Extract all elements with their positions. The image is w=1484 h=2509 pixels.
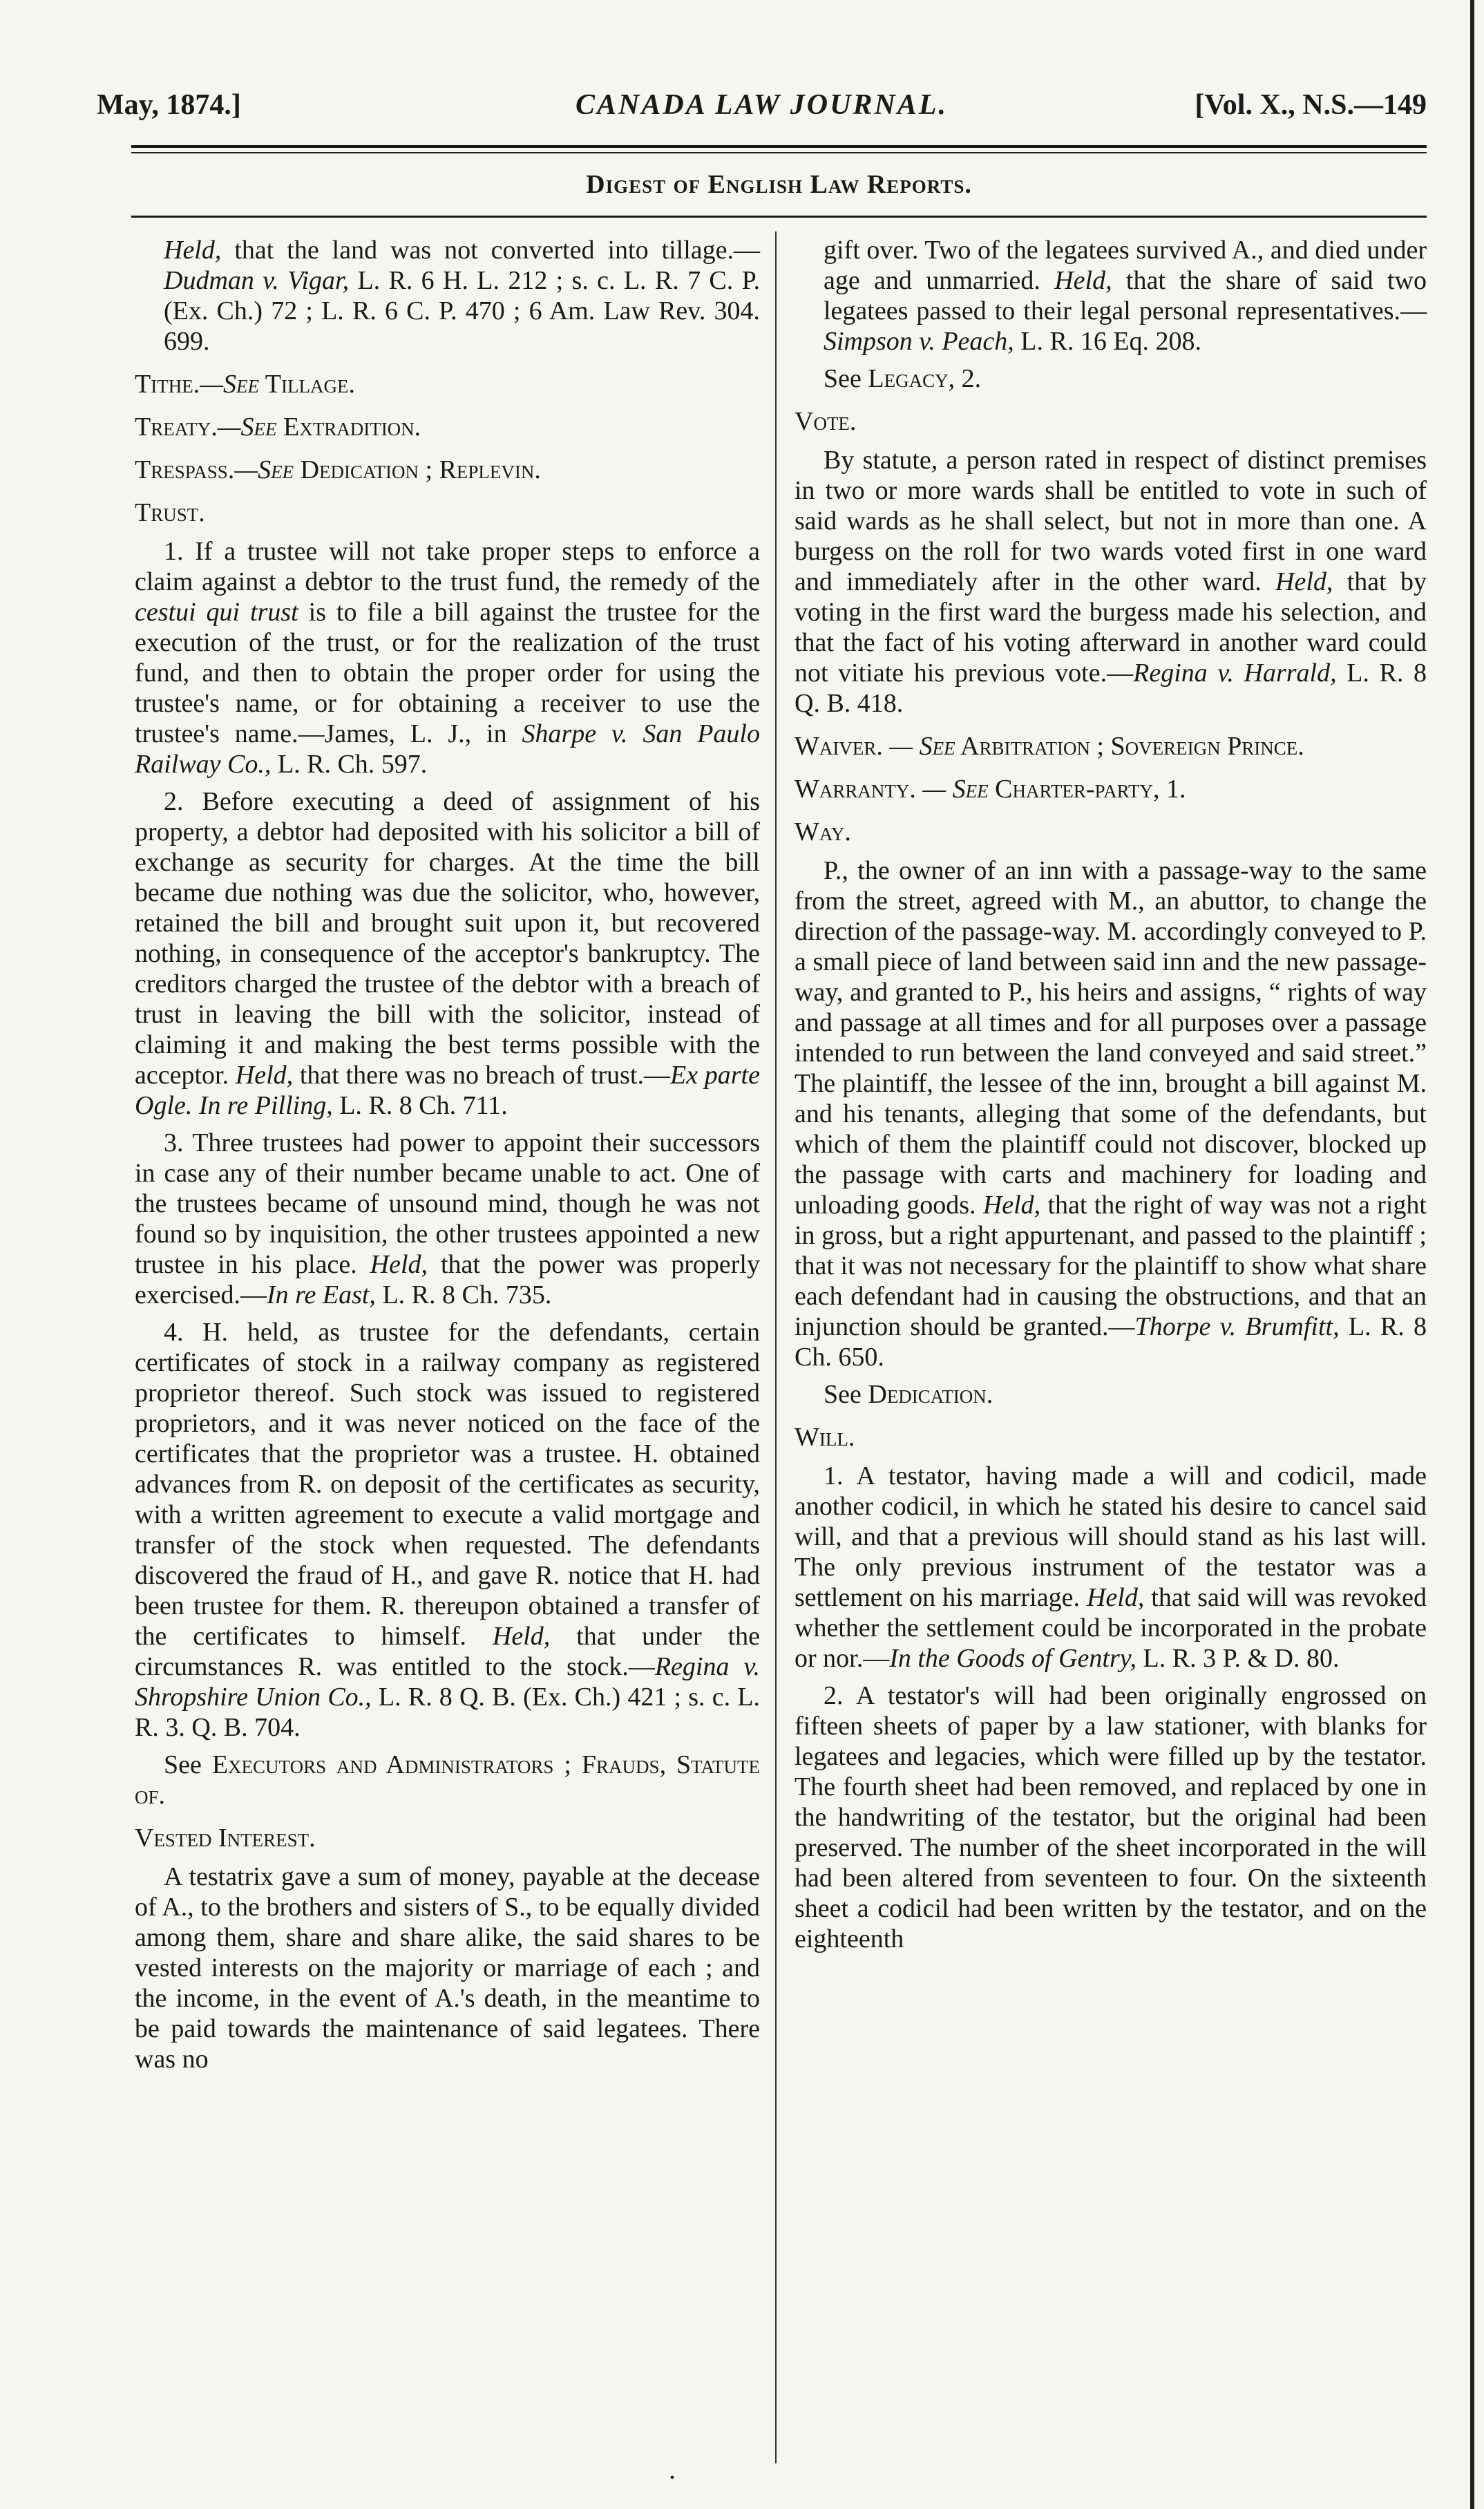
left-column	[135, 235, 760, 2081]
will-paragraph-2: 2. A testator's will had been originally engrossed on fifteen sheets of paper by a law stationer, with blanks for legatees and legacies, which were filled up by the testator. The fourth sheet had been removed, and replaced by one in the handwriting of the testator, but the original had been preserved. The number of the sheet incorporated in the will had been altered from seventeen to four. On the sixteenth sheet a codicil had been written by the testator, and on the eighteenth	[795, 1681, 1427, 1953]
entry-trespass: Trespass.—See Dedication ; Replevin.	[135, 455, 541, 484]
will-paragraph-1: 1. A testator, having made a will and codicil, made another codicil, in which he stated his desire to cancel said will, and that a previous will should stand as his last will. The only previous instrument of the testator was a settlement on his marriage. Held, that said will was revoked whether the settlement could be incorporated in the probate or nor.—In the Goods of Gentry, L. R. 3 P. & D. 80.	[795, 1461, 1427, 1673]
entry-treaty: Treaty.—See Extradition.	[135, 413, 421, 442]
entry-tithe: Tithe.—See Tillage.	[135, 370, 355, 399]
header-volume-page: [Vol. X., N.S.—149	[1195, 89, 1427, 121]
vested-interest-paragraph: A testatrix gave a sum of money, payable at the decease of A., to the brothers and sisters of S., to be equally divided among them, share and share alike, the said shares to be vested interests on the majority or marriage of each ; and the income, in the event of A.'s death, in the meantime to be paid towards the maintenance of said legatees. There was no	[135, 1862, 760, 2074]
header-rule-thick	[131, 145, 1427, 148]
see-dedication: See Dedication.	[824, 1380, 993, 1409]
vote-paragraph: By statute, a person rated in respect of distinct premises in two or more wards shall be entitled to vote in such of said wards as he shall select, but not in more than one. A burgess on the roll for two wards voted first in one ward and immediately after in the other ward. Held, that by voting in the first ward the burgess made his selection, and that the fact of his voting afterward in another ward could not vitiate his previous vote.—Regina v. Harrald, L. R. 8 Q. B. 418.	[795, 446, 1427, 718]
trust-paragraph-2: 2. Before executing a deed of assignment of his property, a debtor had deposited with his solicitor a bill of exchange as security for charges. At the time the bill became due nothing was due the solicitor, who, however, retained the bill and brought suit upon it, but recovered nothing, in consequence of the acceptor's bankruptcy. The creditors charged the trustee of the debtor with a breach of trust in leaving the bill with the solicitor, instead of claiming it and making the best terms possible with the acceptor. Held, that there was no breach of trust.—Ex parte Ogle. In re Pilling, L. R. 8 Ch. 711.	[135, 787, 760, 1120]
column-divider	[775, 231, 777, 2463]
entry-continuation-right: gift over. Two of the legatees survived A., and died under age and unmarried. Held, that the share of said two legatees passed to their legal personal representatives.—Simpson v. Peach, L. R. 16 Eq. 208.	[824, 236, 1427, 356]
way-paragraph: P., the owner of an inn with a passage-way to the same from the street, agreed with M., an abuttor, to change the direction of the passage-way. M. accordingly conveyed to P. a small piece of land between said inn and the new passage-way, and granted to P., his heirs and assigns, “ rights of way and passage at all times and for all purposes over a passage intended to run between the land conveyed and said street.” The plaintiff, the lessee of the inn, brought a bill against M. and his tenants, alleging that some of the defendants, but which of them the plaintiff could not discover, blocked up the passage with carts and machinery for loading and unloading goods. Held, that the right of way was not a right in gross, but a right appurtenant, and passed to the plaintiff ; that it was not necessary for the plaintiff to show what share each defendant had in causing the obstructions, and that an injunction should be granted.—Thorpe v. Brumfitt, L. R. 8 Ch. 650.	[795, 856, 1427, 1372]
header-date: May, 1874.]	[97, 89, 241, 121]
entry-vote-heading: Vote.	[795, 407, 857, 436]
header-journal-title: CANADA LAW JOURNAL.	[575, 89, 948, 121]
entry-way-heading: Way.	[795, 817, 851, 846]
page-edge-rule	[1470, 0, 1474, 2509]
entry-waiver: Waiver. — See Arbitration ; Sovereign Prince.	[795, 732, 1304, 761]
entry-will-heading: Will.	[795, 1423, 855, 1452]
see-executors: See Executors and Administrators ; Frauds, Statute of.	[135, 1750, 760, 1810]
trust-paragraph-1: 1. If a trustee will not take proper steps to enforce a claim against a debtor to the trust fund, the remedy of the cestui qui trust is to file a bill against the trustee for the execution of the trust, or for the realization of the trust fund, and then to obtain the proper order for using the trustee's name, or for obtaining a receiver to use the trustee's name.—James, L. J., in Sharpe v. San Paulo Railway Co., L. R. Ch. 597.	[135, 537, 760, 779]
section-rule	[131, 216, 1427, 218]
header-rule-thin	[131, 152, 1427, 153]
footer-mark: .	[669, 2454, 676, 2485]
entry-trust-heading: Trust.	[135, 498, 205, 527]
entry-vested-interest-heading: Vested Interest.	[135, 1824, 316, 1853]
right-column	[795, 235, 1427, 1961]
entry-continuation: Held, that the land was not converted into tillage.—Dudman v. Vigar, L. R. 6 H. L. 212 ; s. c. L. R. 7 C. P. (Ex. Ch.) 72 ; L. R. 6 C. P. 470 ; 6 Am. Law Rev. 304. 699.	[164, 236, 760, 356]
running-head	[97, 88, 1427, 137]
entry-warranty: Warranty. — See Charter-party, 1.	[795, 775, 1186, 804]
see-legacy: See Legacy, 2.	[824, 364, 982, 393]
trust-paragraph-3: 3. Three trustees had power to appoint their successors in case any of their number became unable to act. One of the trustees became of unsound mind, though he was not found so by inquisition, the other trustees appointed a new trustee in his place. Held, that the power was properly exercised.—In re East, L. R. 8 Ch. 735.	[135, 1128, 760, 1309]
section-title: Digest of English Law Reports.	[586, 170, 972, 199]
trust-paragraph-4: 4. H. held, as trustee for the defendants, certain certificates of stock in a railway company as registered proprietor thereof. Such stock was issued to registered proprietors, and it was never noticed on the face of the certificates that the proprietor was a trustee. H. obtained advances from R. on deposit of the certificates as security, with a written agreement to execute a valid mortgage and transfer of the stock when requested. The defendants discovered the fraud of H., and gave R. notice that H. had been trustee for them. R. thereupon obtained a transfer of the certificates to himself. Held, that under the circumstances R. was entitled to the stock.—Regina v. Shropshire Union Co., L. R. 8 Q. B. (Ex. Ch.) 421 ; s. c. L. R. 3. Q. B. 704.	[135, 1318, 760, 1742]
